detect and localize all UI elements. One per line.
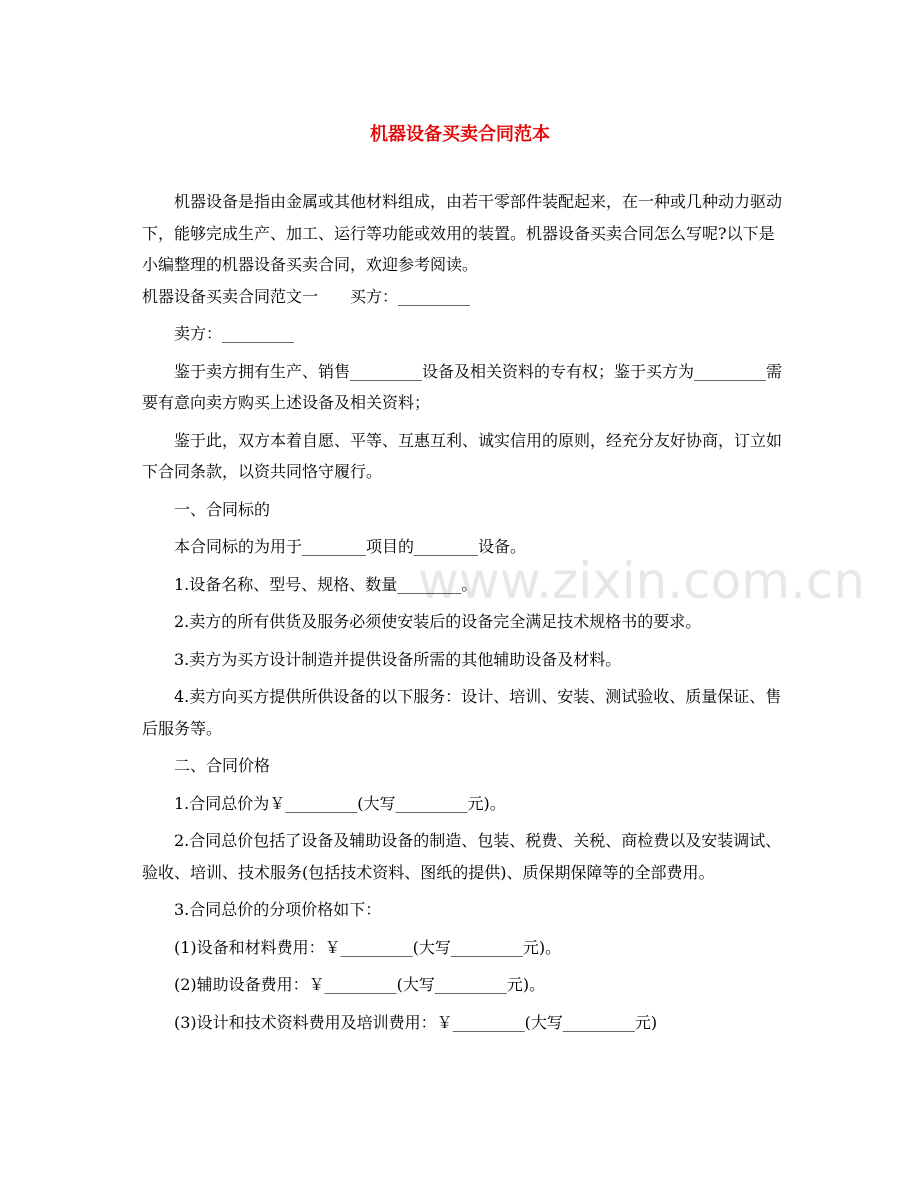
watermark: www.zixin.com.cn — [418, 552, 866, 610]
clause-2-3: 3.合同总价的分项价格如下： — [174, 900, 382, 919]
seller-line: 卖方：_________ — [174, 324, 295, 343]
price-item-2: (2)辅助设备费用：￥_________(大写_________元)。 — [174, 975, 546, 994]
clause-2-2: 2.合同总价包括了设备及辅助设备的制造、包装、税费、关税、商检费以及安装调试、验收、培训、技术服务(包括技术资料、图纸的提供)、质保期保障等的全部费用。 — [142, 831, 782, 882]
clause-1-1: 1.设备名称、型号、规格、数量________。 — [174, 574, 478, 594]
clause-1-3: 3.卖方为买方设计制造并提供设备所需的其他辅助设备及材料。 — [174, 649, 622, 669]
intro-paragraph: 机器设备是指由金属或其他材料组成，由若干零部件装配起来，在一种或几种动力驱动下，能够完成生产、加工、运行等功能或效用的装置。机器设备买卖合同怎么写呢?以下是小编整理的机器设备买卖合同，欢迎参考阅读。 — [142, 192, 783, 274]
section-heading-subject: 一、合同标的 — [174, 499, 271, 519]
document-body — [142, 186, 782, 1044]
subject-paragraph: 本合同标的为用于________项目的________设备。 — [174, 537, 527, 556]
clause-1-2: 2.卖方的所有供货及服务必须使安装后的设备完全满足技术规格书的要求。 — [174, 612, 702, 631]
section-heading-price: 二、合同价格 — [174, 756, 271, 775]
whereas-paragraph: 鉴于卖方拥有生产、销售_________设备及相关资料的专有权；鉴于买方为_________需要有意向卖方购买上述设备及相关资料； — [142, 361, 783, 412]
price-item-1: (1)设备和材料费用：￥_________(大写_________元)。 — [174, 937, 562, 957]
price-item-3: (3)设计和技术资料费用及培训费用：￥_________(大写_________元) — [174, 1012, 658, 1032]
sample-heading-buyer: 机器设备买卖合同范文一 买方：_________ — [142, 286, 471, 306]
clause-2-1: 1.合同总价为￥_________(大写_________元)。 — [174, 793, 506, 813]
document-title: 机器设备买卖合同范本 — [370, 124, 550, 145]
clause-1-4: 4.卖方向买方提供所供设备的以下服务：设计、培训、安装、测试验收、质量保证、售后服务等。 — [142, 687, 782, 738]
agreement-paragraph: 鉴于此，双方本着自愿、平等、互惠互利、诚实信用的原则，经充分友好协商，订立如下合同条款，以资共同恪守履行。 — [142, 430, 783, 481]
